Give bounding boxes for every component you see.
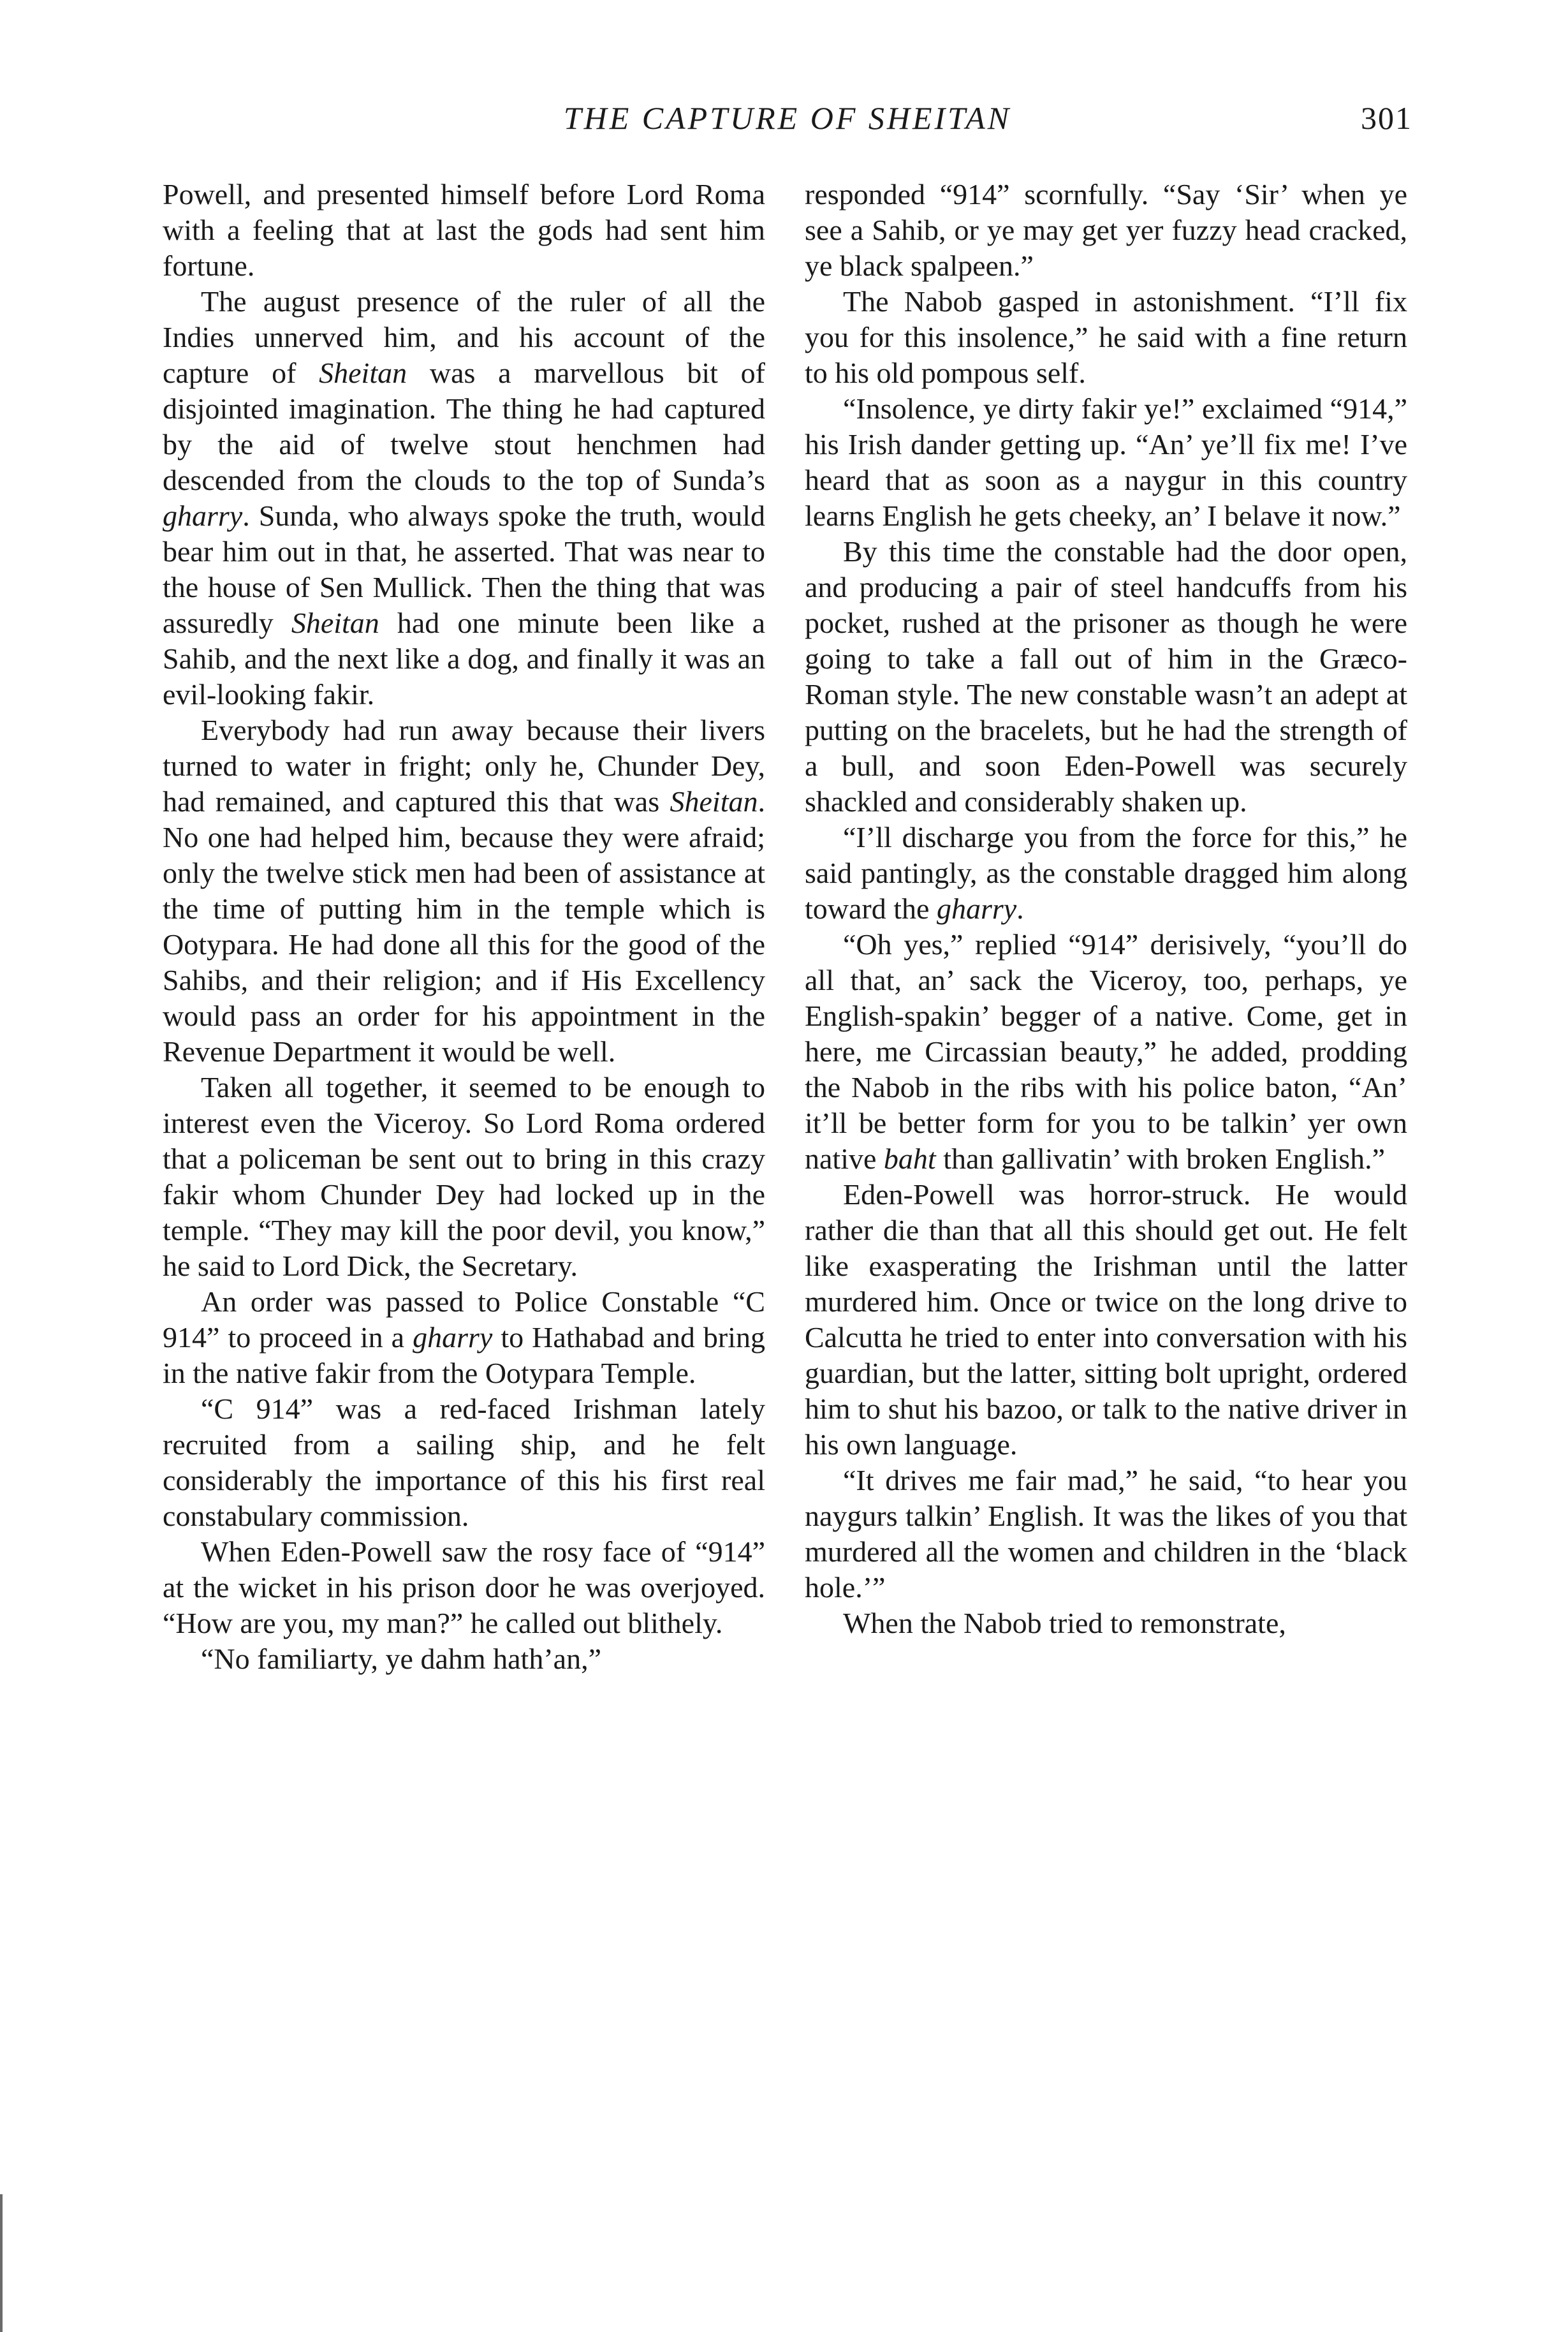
- paragraph: “It drives me fair mad,” he said, “to hear you naygurs talkin’ English. It was the likes of you that murdered all the women and children in the ‘black hole.’”: [805, 1464, 1407, 1604]
- text-run: “I’ll discharge you from the force for this,” he said pantingly, as the constable dragged him along toward the: [805, 821, 1407, 925]
- text-run: . Sunda, who always spoke the truth, would bear him out in that, he asserted. That was near to the house of Sen Mullick. Then the thing that was assuredly: [163, 499, 765, 639]
- text-run: “Oh yes,” replied “914” derisively, “you’ll do all that, an’ sack the Viceroy, too, perhaps, ye English-spakin’ begger of a native. Come, get in here, me Circassian beauty,” he added, prodding the Nabob in the ribs with his police baton, “An’ it’ll be better form for you to be talkin’ yer own native: [805, 928, 1407, 1175]
- text-run: Everybody had run away because their livers turned to water in fright; only he, Chunder Dey, had remained, and captured this that was: [163, 714, 765, 818]
- text-run: had one minute been like a Sahib, and the next like a dog, and finally it was an evil-looking fakir.: [163, 607, 765, 711]
- text-run: was a marvellous bit of disjointed imagination. The thing he had captured by the aid of twelve stout henchmen had descended from the clouds to the top of Sunda’s: [163, 357, 766, 496]
- paragraph: When Eden-Powell saw the rosy face of “914” at the wicket in his prison door he was overjoyed. “How are you, my man?” he called out blithely.: [163, 1535, 765, 1639]
- italic-term: gharry: [163, 499, 243, 532]
- italic-term: baht: [883, 1142, 936, 1175]
- paragraph: [805, 820, 1407, 927]
- paragraph: [163, 712, 765, 1070]
- paragraph: “C 914” was a red-faced Irishman lately recruited from a sailing ship, and he felt considerably the importance of this his first real constabulary commission.: [163, 1392, 765, 1532]
- running-title: THE CAPTURE OF SHEITAN: [563, 100, 1012, 136]
- text-run: . No one had helped him, because they were afraid; only the twelve stick men had been of assistance at the time of putting him in the temple which is Ootypara. He had done all this for the good of the Sahibs, and their religion; and if His Excellency would pass an order for his appointment in the Revenue Department it would be well.: [163, 785, 765, 1068]
- page-number: 301: [1361, 100, 1412, 136]
- text-run: to Hathabad and bring in the native fakir from the Ootypara Temple.: [163, 1321, 766, 1389]
- paragraph: “Insolence, ye dirty fakir ye!” exclaimed “914,” his Irish dander getting up. “An’ ye’ll fix me! I’ve heard that as soon as a naygur in this country learns English he gets cheeky, an’ I belave it now.”: [805, 392, 1407, 532]
- paragraph: The Nabob gasped in astonishment. “I’ll fix you for this insolence,” he said with a fine return to his old pompous self.: [805, 285, 1407, 389]
- right-column: [805, 177, 1407, 1641]
- italic-term: gharry: [936, 892, 1017, 925]
- paragraph: Powell, and presented himself before Lord Roma with a feeling that at last the gods had sent him fortune.: [163, 178, 765, 282]
- italic-term: Sheitan: [291, 607, 379, 639]
- paragraph: By this time the constable had the door open, and producing a pair of steel handcuffs from his pocket, rushed at the prisoner as though he were going to take a fall out of him in the Græco-Roman style. The new constable wasn’t an adept at putting on the bracelets, but he had the strength of a bull, and soon Eden-Powell was securely shackled and considerably shaken up.: [805, 535, 1407, 818]
- scan-edge-mark: [0, 2194, 3, 2332]
- italic-term: gharry: [413, 1321, 493, 1354]
- paragraph: [163, 1284, 765, 1391]
- paragraph: Taken all together, it seemed to be enough to interest even the Viceroy. So Lord Roma ordered that a policeman be sent out to bring in this crazy fakir whom Chunder Dey had locked up in the temple. “They may kill the poor devil, you know,” he said to Lord Dick, the Secretary.: [163, 1071, 765, 1282]
- paragraph: responded “914” scornfully. “Say ‘Sir’ when ye see a Sahib, or ye may get yer fuzzy head cracked, ye black spalpeen.”: [805, 178, 1407, 282]
- paragraph: “No familiarty, ye dahm hath’an,”: [201, 1642, 601, 1675]
- running-head: [163, 100, 1412, 151]
- paragraph: Eden-Powell was horror-struck. He would rather die than that all this should get out. He felt like exasperating the Irishman until the latter murdered him. Once or twice on the long drive to Calcutta he tried to enter into conversation with his guardian, but the latter, sitting bolt upright, ordered him to shut his bazoo, or talk to the native driver in his own language.: [805, 1178, 1407, 1461]
- left-column: [163, 177, 765, 1677]
- text-run: An order was passed to Police Constable “C 914” to proceed in a: [163, 1285, 765, 1354]
- italic-term: Sheitan: [319, 357, 407, 389]
- paragraph: [805, 927, 1407, 1177]
- paragraph: When the Nabob tried to remonstrate,: [843, 1607, 1286, 1639]
- text-run: The august presence of the ruler of all the Indies unnerved him, and his account of the capture of: [163, 285, 765, 389]
- text-run: .: [1016, 892, 1024, 925]
- text-run: than gallivatin’ with broken English.”: [935, 1142, 1386, 1175]
- italic-term: Sheitan: [670, 785, 758, 818]
- paragraph: [163, 284, 765, 712]
